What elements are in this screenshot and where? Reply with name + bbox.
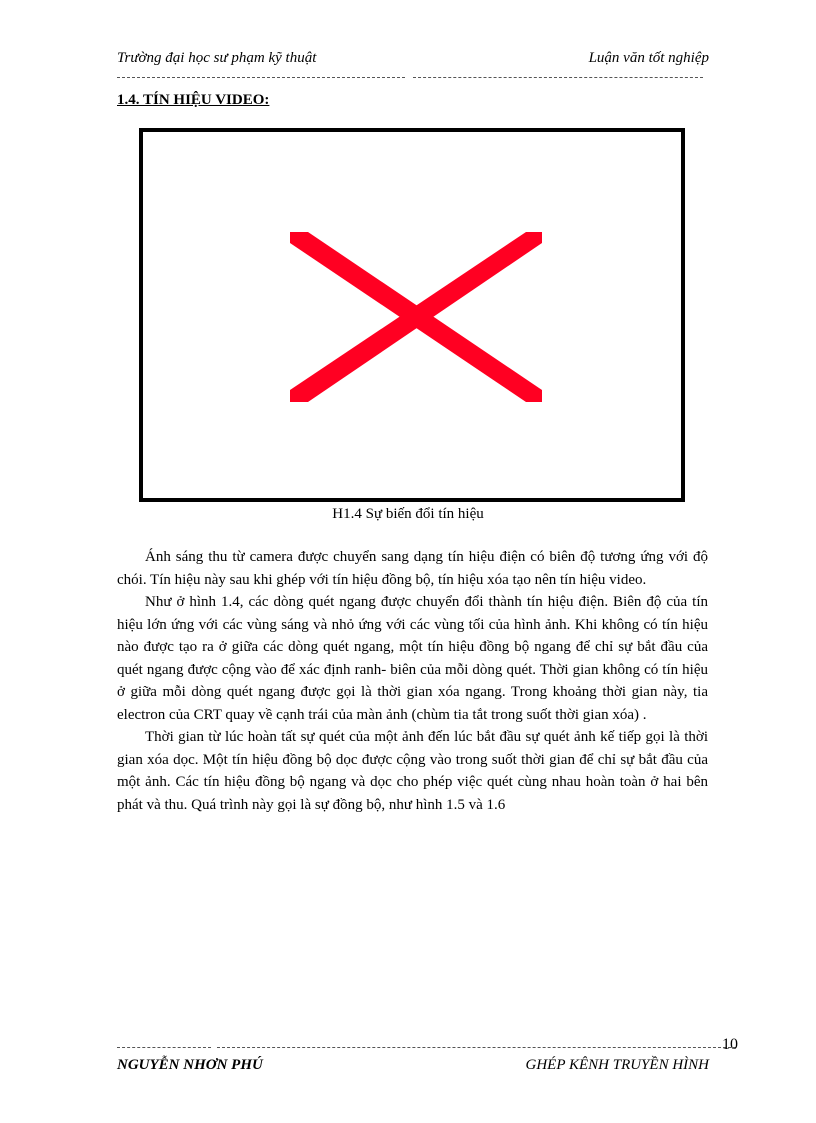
section-title: 1.4. TÍN HIỆU VIDEO: xyxy=(117,92,270,108)
figure-frame xyxy=(139,128,685,502)
paragraph: Thời gian từ lúc hoàn tất sự quét của một ảnh đến lúc bắt đầu sự quét ảnh kế tiếp gọi là thời gian xóa dọc. Một tín hiệu đồng bộ dọc được cộng vào trong suốt thời gian để chỉ sự bắt đầu của một ảnh. Các tín hiệu đồng bộ ngang và dọc cho phép việc quét cùng nhau hoàn toàn ở hai bên phát và thu. Quá trình này gọi là sự đồng bộ, như hình 1.5 và 1.6 xyxy=(117,729,708,813)
page-number: 10 xyxy=(722,1036,738,1053)
footer-author: NGUYỄN NHƠN PHÚ xyxy=(117,1057,263,1073)
header-rule-right xyxy=(413,77,703,78)
header-thesis: Luận văn tốt nghiệp xyxy=(588,50,709,66)
header-school: Trường đại học sư phạm kỹ thuật xyxy=(117,50,317,66)
footer-rule-left xyxy=(117,1047,211,1048)
missing-image-cross-icon xyxy=(143,132,681,498)
footer-topic: GHÉP KÊNH TRUYỀN HÌNH xyxy=(525,1057,709,1073)
footer-rule-right xyxy=(217,1047,736,1048)
paragraph: Ánh sáng thu từ camera được chuyển sang dạng tín hiệu điện có biên độ tương ứng với độ chói. Tín hiệu này sau khi ghép với tín hiệu đồng bộ, tín hiệu xóa tạo nên tín hiệu video. xyxy=(117,549,708,588)
body-text xyxy=(117,546,708,816)
header-rule-left xyxy=(117,77,405,78)
paragraph: Như ở hình 1.4, các dòng quét ngang được chuyển đổi thành tín hiệu điện. Biên độ của tín hiệu lớn ứng với các vùng sáng và nhỏ ứng với các vùng tối của hình ảnh. Khi không có tín hiệu nào được tạo ra ở giữa các dòng quét ngang, một tín hiệu đồng bộ ngang để chỉ sự bắt đầu của quét ngang được cộng vào để xác định ranh- biên của mỗi dòng quét. Thời gian không có tín hiệu ở giữa mỗi dòng quét ngang được gọi là thời gian xóa ngang. Trong khoảng thời gian này, tia electron của CRT quay về cạnh trái của màn ảnh (chùm tia tắt trong suốt thời gian xóa) . xyxy=(117,594,708,723)
figure-caption: H1.4 Sự biến đổi tín hiệu xyxy=(332,506,484,522)
